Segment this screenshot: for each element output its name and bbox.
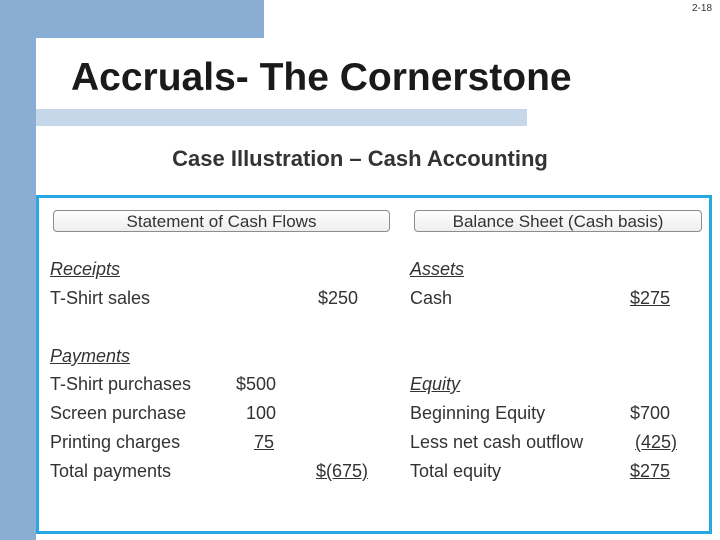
equity-label: Equity <box>410 374 461 394</box>
printing-charges-label: Printing charges <box>50 432 181 452</box>
cash-label: Cash <box>410 288 453 308</box>
slide-number: 2-18 <box>691 3 712 14</box>
cash-value: $275 <box>629 288 670 308</box>
tshirt-sales-label: T-Shirt sales <box>50 288 151 308</box>
payments-label: Payments <box>50 346 131 366</box>
screen-purchase-value: 100 <box>245 403 276 423</box>
tshirt-sales-value: $250 <box>317 288 358 308</box>
net-cash-outflow-value: (425) <box>634 432 677 452</box>
receipts-label: Receipts <box>50 259 121 279</box>
tshirt-purchases-label: T-Shirt purchases <box>50 374 192 394</box>
left-accent-bar <box>0 38 36 540</box>
slide-title: Accruals- The Cornerstone <box>71 56 572 99</box>
screen-purchase-label: Screen purchase <box>50 403 187 423</box>
slide-subtitle: Case Illustration – Cash Accounting <box>172 146 548 171</box>
assets-label: Assets <box>410 259 465 279</box>
tshirt-purchases-value: $500 <box>235 374 276 394</box>
cash-flows-header: Statement of Cash Flows <box>53 210 390 232</box>
balance-sheet-header: Balance Sheet (Cash basis) <box>414 210 702 232</box>
beginning-equity-value: $700 <box>629 403 670 423</box>
title-underline-bar <box>36 109 527 126</box>
total-equity-value: $275 <box>629 461 670 481</box>
beginning-equity-label: Beginning Equity <box>410 403 546 423</box>
content-frame <box>36 195 712 534</box>
printing-charges-value: 75 <box>253 432 274 452</box>
net-cash-outflow-label: Less net cash outflow <box>410 432 584 452</box>
top-left-accent-bar <box>0 0 264 38</box>
total-payments-value: $(675) <box>315 461 368 481</box>
total-payments-label: Total payments <box>50 461 172 481</box>
total-equity-label: Total equity <box>410 461 502 481</box>
